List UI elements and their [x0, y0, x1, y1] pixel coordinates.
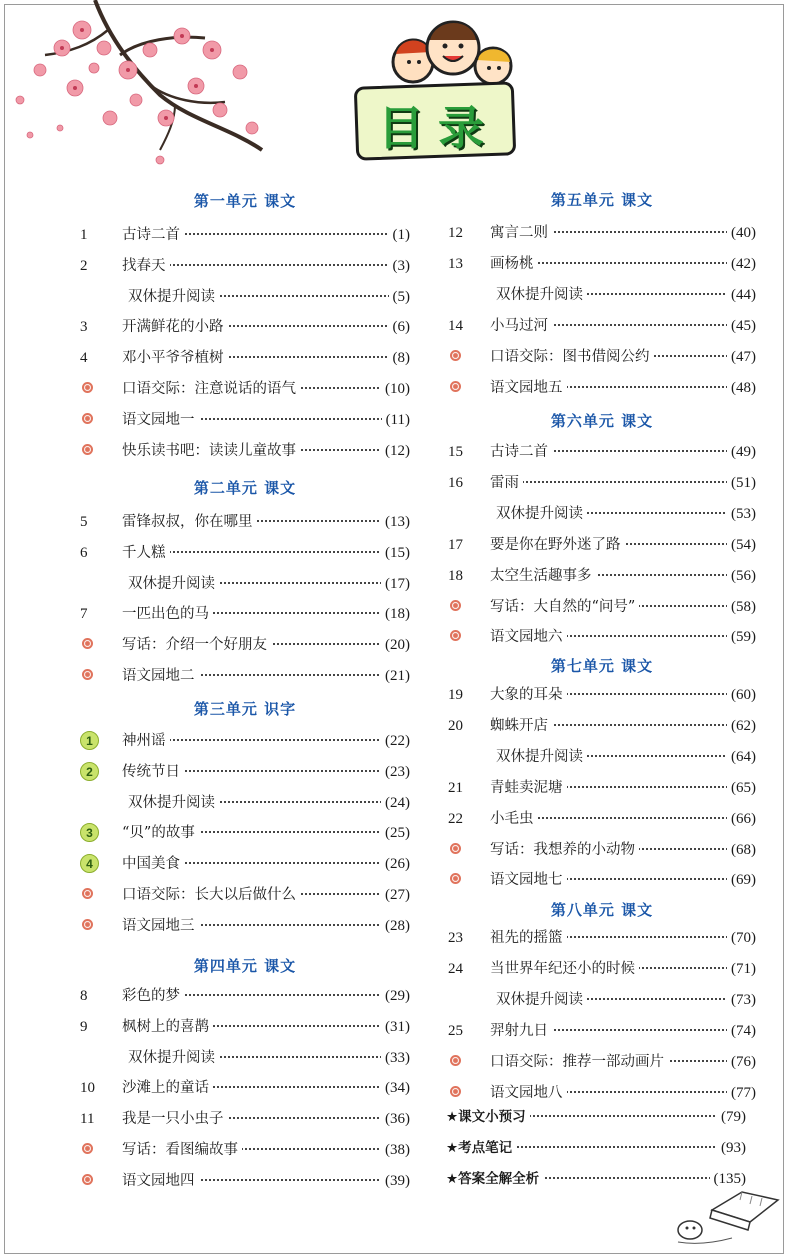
- toc-entry: [80, 729, 410, 753]
- unit-heading: 第二单元 课文: [193, 479, 297, 497]
- page-number[interactable]: (71): [727, 957, 756, 981]
- page-number[interactable]: (8): [389, 346, 411, 370]
- entry-title[interactable]: 古诗二首: [490, 440, 552, 464]
- toc-entry: [448, 502, 756, 526]
- page-number[interactable]: (21): [381, 664, 410, 688]
- toc-entry: [448, 926, 756, 950]
- entry-title[interactable]: 小马过河: [490, 314, 552, 338]
- toc-entry: [80, 572, 410, 596]
- page-number[interactable]: (69): [727, 868, 756, 892]
- lesson-number: 8: [80, 988, 88, 1004]
- page-number[interactable]: (74): [727, 1019, 756, 1043]
- unit-heading: 第三单元 识字: [193, 700, 297, 718]
- entry-title[interactable]: 画杨桃: [490, 252, 538, 276]
- toc-entry: [448, 1019, 756, 1043]
- page-number[interactable]: (12): [381, 439, 410, 463]
- entry-title[interactable]: 要是你在野外迷了路: [490, 533, 625, 557]
- entry-title[interactable]: 雷雨: [490, 471, 523, 495]
- toc-entry: [80, 1107, 410, 1131]
- section-bullet-icon: [82, 444, 93, 455]
- appendix-entry: [446, 1136, 746, 1160]
- entry-title[interactable]: 开满鲜花的小路: [122, 315, 228, 339]
- toc-entry: [448, 471, 756, 495]
- entry-title[interactable]: 双休提升阅读: [128, 572, 219, 596]
- entry-title[interactable]: 口语交际：推荐一部动画片: [490, 1050, 668, 1074]
- entry-title[interactable]: 太空生活趣事多: [490, 564, 596, 588]
- toc-entry: [448, 625, 756, 649]
- entry-title[interactable]: ★考点笔记: [446, 1136, 516, 1160]
- toc-entry: [448, 807, 756, 831]
- page-number[interactable]: (3): [389, 254, 411, 278]
- section-bullet-icon: [82, 1143, 93, 1154]
- page-number[interactable]: (58): [727, 595, 756, 619]
- page-number[interactable]: (60): [727, 683, 756, 707]
- page-number[interactable]: (17): [381, 572, 410, 596]
- lesson-number: 5: [80, 514, 88, 530]
- lesson-number: 3: [80, 319, 88, 336]
- entry-title[interactable]: 找春天: [122, 254, 170, 278]
- lesson-number: 12: [448, 225, 463, 241]
- unit-heading: 第七单元 课文: [550, 657, 654, 675]
- lesson-number-badge: 3: [80, 823, 99, 842]
- lesson-number-badge: 2: [80, 762, 99, 781]
- page-number[interactable]: (73): [727, 988, 756, 1012]
- page-number[interactable]: (6): [389, 315, 411, 339]
- section-bullet-icon: [450, 1086, 461, 1097]
- page-number[interactable]: (62): [727, 714, 756, 738]
- toc-entry: [448, 868, 756, 892]
- toc-entry: [80, 1015, 410, 1039]
- section-bullet-icon: [450, 1055, 461, 1066]
- toc-entry: [80, 1076, 410, 1100]
- toc-entry: [448, 776, 756, 800]
- toc-entry: [448, 957, 756, 981]
- toc-entry: [80, 760, 410, 784]
- page-number[interactable]: (93): [717, 1136, 746, 1160]
- entry-title[interactable]: ★课文小预习: [446, 1105, 530, 1129]
- toc-entry: [80, 377, 410, 401]
- section-bullet-icon: [450, 843, 461, 854]
- page-number[interactable]: (56): [727, 564, 756, 588]
- lesson-number: 24: [448, 960, 463, 977]
- page-number[interactable]: (15): [381, 541, 410, 565]
- toc-entry: [80, 223, 410, 247]
- lesson-number: 18: [448, 567, 463, 584]
- plum-blossom-branch-illustration: [0, 0, 330, 170]
- page-number[interactable]: (44): [727, 283, 756, 307]
- section-bullet-icon: [450, 873, 461, 884]
- page-number[interactable]: (54): [727, 533, 756, 557]
- entry-title[interactable]: 口语交际：图书借阅公约: [490, 345, 654, 369]
- page-number[interactable]: (135): [710, 1167, 747, 1191]
- page-number[interactable]: (10): [381, 377, 410, 401]
- toc-entry: [80, 791, 410, 815]
- page-number[interactable]: (77): [727, 1081, 756, 1105]
- page-number[interactable]: (24): [381, 791, 410, 815]
- toc-entry: [448, 283, 756, 307]
- lesson-number: 22: [448, 810, 463, 827]
- page-number[interactable]: (34): [381, 1076, 410, 1100]
- entry-title[interactable]: 口语交际：长大以后做什么: [122, 883, 300, 907]
- toc-entry: [80, 439, 410, 463]
- page-number[interactable]: (53): [727, 502, 756, 526]
- entry-title[interactable]: 寓言二则: [490, 221, 552, 245]
- entry-title[interactable]: 当世界年纪还小的时候: [490, 957, 639, 981]
- toc-entry: [80, 510, 410, 534]
- lesson-number: 25: [448, 1022, 463, 1039]
- page-number[interactable]: (59): [727, 625, 756, 649]
- section-bullet-icon: [82, 669, 93, 680]
- entry-title[interactable]: 快乐读书吧：读读儿童故事: [122, 439, 300, 463]
- entry-title[interactable]: ★答案全解全析: [446, 1167, 543, 1191]
- entry-title[interactable]: 双休提升阅读: [128, 1046, 219, 1070]
- page-number[interactable]: (64): [727, 745, 756, 769]
- page-number[interactable]: (38): [381, 1138, 410, 1162]
- toc-entry: [80, 633, 410, 657]
- entry-title[interactable]: 小毛虫: [490, 807, 538, 831]
- page-number[interactable]: (48): [727, 376, 756, 400]
- entry-title[interactable]: 青蛙卖泥塘: [490, 776, 567, 800]
- entry-title[interactable]: 我是一只小虫子: [122, 1107, 228, 1131]
- entry-title[interactable]: 双休提升阅读: [128, 791, 219, 815]
- toc-entry: [80, 1046, 410, 1070]
- page-number[interactable]: (66): [727, 807, 756, 831]
- toc-entry: [448, 745, 756, 769]
- page-number[interactable]: (49): [727, 440, 756, 464]
- toc-entry: [80, 602, 410, 626]
- toc-entry: [448, 314, 756, 338]
- section-bullet-icon: [82, 888, 93, 899]
- open-book-illustration: [672, 1180, 782, 1250]
- unit-heading: 第八单元 课文: [550, 901, 654, 919]
- entry-title[interactable]: 双休提升阅读: [496, 988, 587, 1012]
- unit-heading: 第四单元 课文: [193, 957, 297, 975]
- entry-title[interactable]: 双休提升阅读: [128, 285, 219, 309]
- page-number[interactable]: (42): [727, 252, 756, 276]
- page-number[interactable]: (28): [381, 914, 410, 938]
- entry-title[interactable]: 语文园地六: [490, 625, 567, 649]
- appendix-entry: [446, 1105, 746, 1129]
- lesson-number: 13: [448, 255, 463, 272]
- entry-title[interactable]: 千人糕: [122, 541, 170, 565]
- page-number[interactable]: (5): [389, 285, 411, 309]
- toc-entry: [80, 315, 410, 339]
- entry-title[interactable]: 古诗二首: [122, 223, 184, 247]
- toc-entry: [80, 852, 410, 876]
- toc-entry: [448, 683, 756, 707]
- section-bullet-icon: [450, 350, 461, 361]
- toc-entry: [448, 1081, 756, 1105]
- toc-entry: [448, 595, 756, 619]
- lesson-number: 17: [448, 536, 463, 553]
- entry-title[interactable]: 写话：介绍一个好朋友: [122, 633, 271, 657]
- page-number[interactable]: (70): [727, 926, 756, 950]
- entry-title[interactable]: 双休提升阅读: [496, 502, 587, 526]
- page-number[interactable]: (1): [389, 223, 411, 247]
- unit-heading: 第五单元 课文: [550, 191, 654, 209]
- toc-entry: [448, 345, 756, 369]
- page-title: 目录: [378, 101, 498, 155]
- entry-title[interactable]: 语文园地四: [122, 1169, 199, 1193]
- page-number[interactable]: (65): [727, 776, 756, 800]
- page-number[interactable]: (39): [381, 1169, 410, 1193]
- entry-title[interactable]: 雷锋叔叔，你在哪里: [122, 510, 257, 534]
- entry-title[interactable]: 传统节日: [122, 760, 184, 784]
- page-number[interactable]: (51): [727, 471, 756, 495]
- entry-title[interactable]: 口语交际：注意说话的语气: [122, 377, 300, 401]
- lesson-number: 9: [80, 1018, 88, 1035]
- lesson-number: 16: [448, 474, 463, 491]
- entry-title[interactable]: 双休提升阅读: [496, 745, 587, 769]
- lesson-number: 1: [80, 227, 88, 243]
- lesson-number: 4: [80, 350, 88, 367]
- lesson-number: 20: [448, 717, 463, 734]
- entry-title[interactable]: “贝”的故事: [122, 821, 199, 845]
- toc-entry: [448, 440, 756, 464]
- lesson-number: 19: [448, 687, 463, 703]
- entry-title[interactable]: 语文园地三: [122, 914, 199, 938]
- entry-title[interactable]: 羿射九日: [490, 1019, 552, 1043]
- entry-title[interactable]: 语文园地五: [490, 376, 567, 400]
- page-number[interactable]: (20): [381, 633, 410, 657]
- toc-entry: [80, 285, 410, 309]
- title-block: [355, 10, 520, 160]
- page-number[interactable]: (27): [381, 883, 410, 907]
- entry-title[interactable]: 大象的耳朵: [490, 683, 567, 707]
- dot-leader: [490, 481, 756, 483]
- toc-entry: [80, 883, 410, 907]
- page-number[interactable]: (29): [381, 984, 410, 1008]
- toc-entry: [80, 254, 410, 278]
- entry-title[interactable]: 神州谣: [122, 729, 170, 753]
- page-number[interactable]: (22): [381, 729, 410, 753]
- toc-entry: [80, 914, 410, 938]
- toc-entry: [80, 346, 410, 370]
- toc-entry: [448, 376, 756, 400]
- entry-title[interactable]: 枫树上的喜鹊: [122, 1015, 213, 1039]
- entry-title[interactable]: 中国美食: [122, 852, 184, 876]
- entry-title[interactable]: 写话：看图编故事: [122, 1138, 242, 1162]
- entry-title[interactable]: 语文园地八: [490, 1081, 567, 1105]
- unit-heading: 第六单元 课文: [550, 412, 654, 430]
- page-number[interactable]: (33): [381, 1046, 410, 1070]
- entry-title[interactable]: 语文园地二: [122, 664, 199, 688]
- unit-heading: 第一单元 课文: [193, 192, 297, 210]
- toc-entry: [80, 821, 410, 845]
- page-number[interactable]: (79): [717, 1105, 746, 1129]
- section-bullet-icon: [450, 381, 461, 392]
- page-number[interactable]: (25): [381, 821, 410, 845]
- entry-title[interactable]: 语文园地一: [122, 408, 199, 432]
- section-bullet-icon: [82, 1174, 93, 1185]
- toc-entry: [80, 541, 410, 565]
- page-number[interactable]: (45): [727, 314, 756, 338]
- page-number[interactable]: (68): [727, 838, 756, 862]
- page-number[interactable]: (11): [382, 408, 410, 432]
- lesson-number: 15: [448, 444, 463, 460]
- toc-entry: [448, 252, 756, 276]
- lesson-number: 6: [80, 544, 88, 561]
- lesson-number: 11: [80, 1111, 95, 1128]
- toc-entry: [80, 1169, 410, 1193]
- section-bullet-icon: [82, 413, 93, 424]
- section-bullet-icon: [450, 600, 461, 611]
- toc-entry: [448, 564, 756, 588]
- toc-entry: [80, 408, 410, 432]
- page-number[interactable]: (40): [727, 221, 756, 245]
- section-bullet-icon: [450, 630, 461, 641]
- toc-entry: [448, 1050, 756, 1074]
- entry-title[interactable]: 邓小平爷爷植树: [122, 346, 228, 370]
- entry-title[interactable]: 沙滩上的童话: [122, 1076, 213, 1100]
- toc-entry: [448, 838, 756, 862]
- entry-title[interactable]: 写话：大自然的“问号”: [490, 595, 639, 619]
- entry-title[interactable]: 写话：我想养的小动物: [490, 838, 639, 862]
- page-number[interactable]: (76): [727, 1050, 756, 1074]
- section-bullet-icon: [82, 382, 93, 393]
- toc-entry: [80, 664, 410, 688]
- entry-title[interactable]: 语文园地七: [490, 868, 567, 892]
- page-number[interactable]: (26): [381, 852, 410, 876]
- toc-entry: [80, 1138, 410, 1162]
- page-number[interactable]: (23): [381, 760, 410, 784]
- lesson-number: 14: [448, 317, 463, 334]
- page-number[interactable]: (31): [381, 1015, 410, 1039]
- section-bullet-icon: [82, 638, 93, 649]
- lesson-number: 7: [80, 606, 88, 623]
- lesson-number: 21: [448, 779, 463, 796]
- section-bullet-icon: [82, 919, 93, 930]
- toc-entry: [448, 221, 756, 245]
- entry-title[interactable]: 祖先的摇篮: [490, 926, 567, 950]
- lesson-number: 23: [448, 930, 463, 946]
- toc-entry: [448, 533, 756, 557]
- lesson-number-badge: 1: [80, 731, 99, 750]
- page-number[interactable]: (36): [381, 1107, 410, 1131]
- page-number[interactable]: (13): [381, 510, 410, 534]
- entry-title[interactable]: 蜘蛛开店: [490, 714, 552, 738]
- toc-entry: [448, 988, 756, 1012]
- lesson-number: 2: [80, 257, 88, 274]
- toc-entry: [448, 714, 756, 738]
- lesson-number-badge: 4: [80, 854, 99, 873]
- entry-title[interactable]: 一匹出色的马: [122, 602, 213, 626]
- lesson-number: 10: [80, 1080, 95, 1097]
- page-number[interactable]: (18): [381, 602, 410, 626]
- entry-title[interactable]: 彩色的梦: [122, 984, 184, 1008]
- page-number[interactable]: (47): [727, 345, 756, 369]
- toc-entry: [80, 984, 410, 1008]
- entry-title[interactable]: 双休提升阅读: [496, 283, 587, 307]
